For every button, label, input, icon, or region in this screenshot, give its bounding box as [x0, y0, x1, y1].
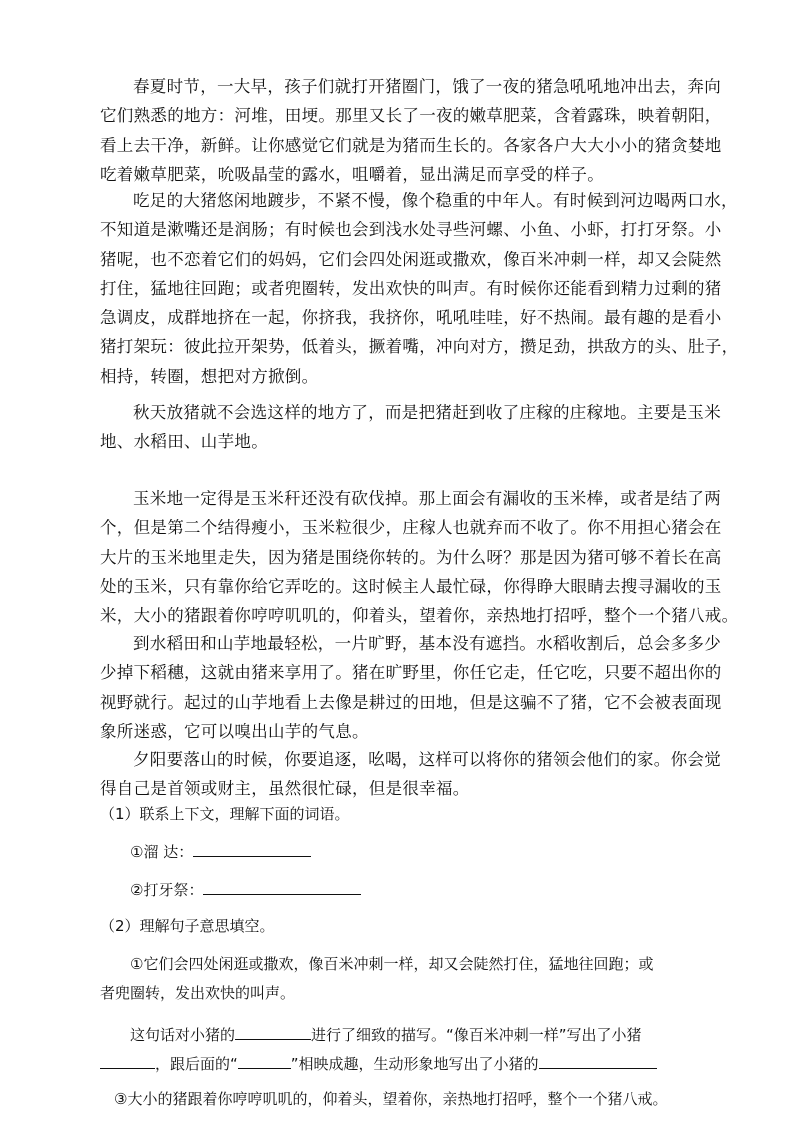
paragraph-line: 大片的玉米地里走失，因为猪是围绕你转的。为什么呀？那是因为猪可够不着长在高: [100, 547, 722, 567]
answer-blank-liuda[interactable]: [193, 840, 311, 857]
paragraph-1: [100, 72, 722, 189]
fill-text: 进行了细致的描写。“像百米冲刺一样”写出了小猪: [311, 1026, 642, 1044]
fill-text: ，跟后面的“: [155, 1055, 238, 1073]
paragraph-line: 猪呢，也不恋着它们的妈妈，它们会四处闲逛或撒欢，像百米冲刺一样，却又会陡然: [100, 249, 722, 269]
question-2-sentence-1-line-1: ①它们会四处闲逛或撒欢，像百米冲刺一样，却又会陡然打住，猛地往回跑；或: [130, 955, 654, 973]
paragraph-6: [100, 745, 721, 804]
paragraph-line: 得自己是首领或财主，虽然很忙碌，但是很幸福。: [100, 779, 470, 799]
paragraph-line: 吃着嫩草肥菜，吮吸晶莹的露水，咀嚼着，显出满足而享受的样子。: [100, 164, 604, 184]
paragraph-line: 看上去干净，新鲜。让你感觉它们就是为猪而生长的。各家各户大大小小的猪贪婪地: [100, 135, 722, 155]
question-2-sentence-3: ③大小的猪跟着你哼哼叽叽的，仰着头，望着你，亲热地打招呼，整个一个猪八戒。: [114, 1090, 668, 1108]
question-1-item-2: [130, 878, 361, 901]
answer-blank-contrast-word[interactable]: [238, 1052, 291, 1069]
fill-text: 这句话对小猪的: [130, 1026, 236, 1044]
paragraph-line: 相持，转圈，想把对方掀倒。: [100, 366, 319, 386]
question-1-item-1-label: ①溜 达：: [130, 843, 194, 861]
answer-blank-piglet-trait[interactable]: [100, 1052, 155, 1069]
paragraph-line: 秋天放猪就不会选这样的地方了，而是把猪赶到收了庄稼的庄稼地。主要是玉米: [133, 403, 721, 422]
paragraph-line: 打住，猛地往回跑；或者兜圈转，发出欢快的叫声。有时候你还能看到精力过剩的猪: [100, 278, 722, 298]
question-1-item-2-label: ②打牙祭：: [130, 881, 204, 899]
paragraph-2: [100, 186, 739, 391]
paragraph-line: 到水稻田和山芋地最轻松，一片旷野，基本没有遮挡。水稻收割后，总会多多少: [133, 634, 721, 653]
paragraph-line: 急调皮，成群地挤在一起，你挤我，我挤你，吼吼哇哇，好不热闹。最有趣的是看小: [100, 308, 722, 328]
answer-blank-description-aspect[interactable]: [235, 1023, 311, 1040]
paragraph-line: 不知道是漱嘴还是润肠；有时候也会到浅水处寻些河螺、小鱼、小虾，打打牙祭。小: [100, 220, 722, 240]
paragraph-4: [100, 484, 739, 630]
paragraph-3: [100, 398, 721, 457]
question-2-sentence-1-line-2: 者兜圈转，发出欢快的叫声。: [100, 984, 296, 1002]
paragraph-line: 玉米地一定得是玉米秆还没有砍伐掉。那上面会有漏收的玉米棒，或者是结了两: [133, 489, 721, 508]
paragraph-line: 象所迷惑，它可以嗅出山芋的气息。: [100, 721, 369, 741]
question-1-title: （1）联系上下文，理解下面的词语。: [100, 805, 350, 823]
paragraph-5: [100, 629, 722, 746]
answer-blank-dayaji[interactable]: [203, 878, 361, 895]
paragraph-line: 地、水稻田、山芋地。: [100, 432, 268, 452]
paragraph-line: 春夏时节，一大早，孩子们就打开猪圈门，饿了一夜的猪急吼吼地冲出去，奔向: [133, 77, 721, 96]
question-2-fill-line-2: [100, 1052, 657, 1075]
paragraph-line: 猪打架玩：彼此拉开架势，低着头，撅着嘴，冲向对方，攒足劲，拱敌方的头、肚子，: [100, 337, 739, 357]
paragraph-line: 处的玉米，只有靠你给它弄吃的。这时候主人最忙碌，你得睁大眼睛去搜寻漏收的玉: [100, 576, 722, 596]
fill-text: ”相映成趣，生动形象地写出了小猪的: [290, 1055, 539, 1073]
paragraph-line: 它们熟悉的地方：河堆，田埂。那里又长了一夜的嫩草肥菜，含着露珠，映着朝阳，: [100, 106, 722, 126]
question-2-title: （2）理解句子意思填空。: [100, 917, 275, 935]
paragraph-line: 吃足的大猪悠闲地踱步，不紧不慢，像个稳重的中年人。有时候到河边喝两口水，: [133, 191, 738, 210]
question-2-fill-line-1: [130, 1023, 642, 1046]
paragraph-line: 夕阳要落山的时候，你要追逐，吆喝，这样可以将你的猪领会他们的家。你会觉: [133, 750, 721, 769]
answer-blank-piglet-character[interactable]: [539, 1052, 657, 1069]
paragraph-line: 个，但是第二个结得瘦小，玉米粒很少，庄稼人也就弃而不收了。你不用担心猪会在: [100, 518, 722, 538]
paragraph-line: 视野就行。起过的山芋地看上去像是耕过的田地，但是这骗不了猪，它不会被表面现: [100, 692, 722, 712]
question-1-item-1: [130, 840, 311, 863]
paragraph-line: 米，大小的猪跟着你哼哼叽叽的，仰着头，望着你，亲热地打招呼，整个一个猪八戒。: [100, 606, 739, 626]
paragraph-line: 少掉下稻穗，这就由猪来享用了。猪在旷野里，你任它走，任它吃，只要不超出你的: [100, 663, 722, 683]
